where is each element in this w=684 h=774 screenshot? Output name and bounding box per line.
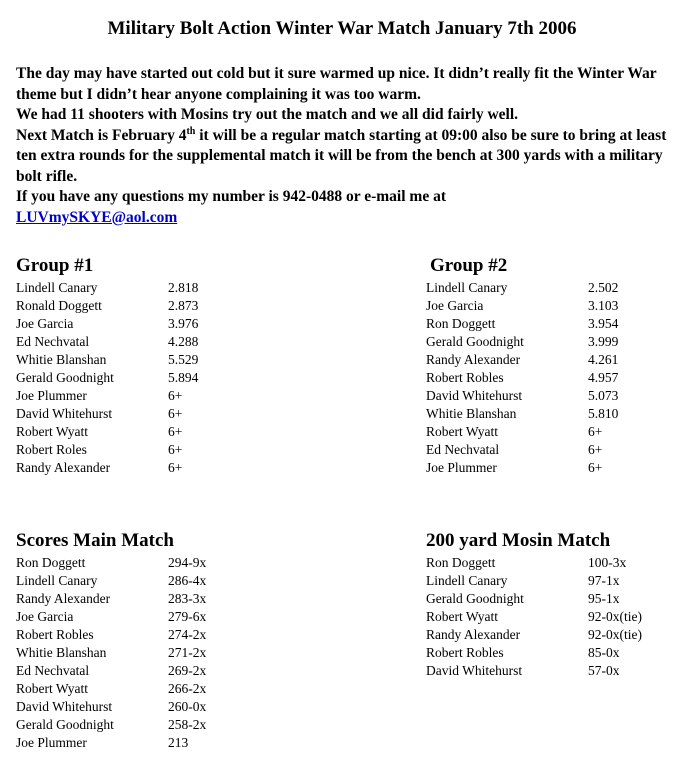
score-row (426, 441, 618, 459)
score-row (16, 734, 206, 752)
shooter-score: 97-1x (588, 573, 620, 588)
shooter-score: 3.976 (168, 316, 199, 331)
shooter-score: 4.957 (588, 370, 619, 385)
score-row (16, 387, 198, 405)
shooter-score: 266-2x (168, 681, 207, 696)
score-row (426, 279, 618, 297)
shooter-score: 274-2x (168, 627, 207, 642)
score-row (426, 315, 618, 333)
score-row (426, 333, 618, 351)
shooter-name: David Whitehurst (426, 388, 523, 403)
score-row (16, 459, 198, 477)
shooter-score: 2.818 (168, 280, 199, 295)
mosin-match-section (426, 530, 642, 680)
shooter-name: Robert Roles (16, 442, 87, 457)
score-row (16, 554, 206, 572)
shooter-score: 2.873 (168, 298, 199, 313)
shooter-name: Lindell Canary (16, 280, 98, 295)
intro-line-3 (16, 126, 680, 188)
score-row (426, 572, 642, 590)
shooter-score: 85-0x (588, 645, 620, 660)
score-row (16, 698, 206, 716)
intro-line-2: We had 11 shooters with Mosins try out the match and we all did fairly well. (16, 106, 519, 123)
shooter-score: 92-0x(tie) (588, 627, 642, 642)
score-row (426, 608, 642, 626)
shooter-score: 213 (168, 735, 189, 750)
shooter-score: 294-9x (168, 555, 207, 570)
mosin-match-list (426, 554, 642, 680)
shooter-score: 279-6x (168, 609, 207, 624)
shooter-name: Ron Doggett (16, 555, 86, 570)
shooter-name: Gerald Goodnight (426, 591, 524, 606)
shooter-name: Joe Garcia (426, 298, 484, 313)
shooter-name: Joe Garcia (16, 316, 74, 331)
score-row (16, 405, 198, 423)
shooter-score: 3.999 (588, 334, 619, 349)
group-2-title: Group #2 (430, 255, 508, 276)
shooter-name: David Whitehurst (16, 699, 113, 714)
score-row (426, 554, 642, 572)
score-row (16, 279, 198, 297)
score-row (16, 315, 198, 333)
score-row (16, 662, 206, 680)
score-row (16, 572, 206, 590)
shooter-name: Randy Alexander (16, 460, 111, 475)
group-1-section (16, 255, 198, 477)
main-match-title: Scores Main Match (16, 530, 174, 551)
score-row (16, 441, 198, 459)
score-row (16, 369, 198, 387)
score-row (16, 333, 198, 351)
shooter-name: Gerald Goodnight (16, 370, 114, 385)
shooter-name: Robert Wyatt (16, 424, 89, 439)
score-row (426, 369, 618, 387)
shooter-name: Randy Alexander (16, 591, 111, 606)
shooter-score: 5.894 (168, 370, 199, 385)
shooter-score: 258-2x (168, 717, 207, 732)
next-match-pre: Next Match is February 4 (16, 126, 187, 144)
main-match-section (16, 530, 206, 752)
shooter-name: Ronald Doggett (16, 298, 102, 313)
shooter-name: Ron Doggett (426, 555, 496, 570)
next-match-sup: th (186, 125, 196, 137)
shooter-name: Joe Plummer (16, 388, 87, 403)
shooter-score: 5.073 (588, 388, 619, 403)
shooter-score: 283-3x (168, 591, 207, 606)
score-row (16, 297, 198, 315)
score-row (16, 644, 206, 662)
shooter-name: Ron Doggett (426, 316, 496, 331)
shooter-score: 2.502 (588, 280, 619, 295)
group-1-title: Group #1 (16, 255, 94, 276)
group-1-list (16, 279, 198, 477)
intro-text (16, 64, 680, 228)
shooter-score: 286-4x (168, 573, 207, 588)
score-row (426, 387, 618, 405)
shooter-score: 5.529 (168, 352, 199, 367)
shooter-name: Whitie Blanshan (16, 352, 107, 367)
shooter-name: David Whitehurst (16, 406, 113, 421)
score-row (16, 680, 206, 698)
shooter-name: Robert Wyatt (426, 609, 499, 624)
score-row (426, 297, 618, 315)
email-line (16, 208, 680, 229)
shooter-name: David Whitehurst (426, 663, 523, 678)
shooter-score: 6+ (168, 460, 183, 475)
shooter-name: Ed Nechvatal (426, 442, 500, 457)
score-row (426, 662, 642, 680)
next-match-post: it will be a regular match starting at 09:00 also be sure to bring at least ten extra rounds for the supplemental match it will be from the bench at 300 yards with a military bolt rifle. (16, 126, 667, 185)
score-row (426, 351, 618, 369)
shooter-score: 6+ (588, 460, 603, 475)
shooter-score: 100-3x (588, 555, 627, 570)
shooter-score: 95-1x (588, 591, 620, 606)
score-row (16, 716, 206, 734)
shooter-score: 92-0x(tie) (588, 609, 642, 624)
shooter-score: 4.261 (588, 352, 619, 367)
shooter-name: Gerald Goodnight (426, 334, 524, 349)
shooter-name: Joe Plummer (426, 460, 497, 475)
group-2-list (426, 279, 618, 477)
shooter-name: Joe Garcia (16, 609, 74, 624)
shooter-name: Gerald Goodnight (16, 717, 114, 732)
shooter-name: Whitie Blanshan (16, 645, 107, 660)
score-row (16, 626, 206, 644)
shooter-score: 271-2x (168, 645, 207, 660)
score-row (16, 423, 198, 441)
shooter-score: 6+ (168, 424, 183, 439)
shooter-name: Robert Wyatt (426, 424, 499, 439)
email-link[interactable]: LUVmySKYE@aol.com (16, 208, 178, 226)
shooter-name: Lindell Canary (426, 280, 508, 295)
shooter-name: Ed Nechvatal (16, 663, 90, 678)
intro-line-4: If you have any questions my number is 942-0488 or e-mail me at (16, 188, 446, 205)
shooter-score: 260-0x (168, 699, 207, 714)
group-2-section (426, 255, 618, 477)
score-row (426, 626, 642, 644)
score-row (426, 644, 642, 662)
shooter-name: Whitie Blanshan (426, 406, 517, 421)
score-row (426, 423, 618, 441)
score-row (16, 608, 206, 626)
shooter-name: Ed Nechvatal (16, 334, 90, 349)
shooter-score: 4.288 (168, 334, 199, 349)
shooter-name: Robert Robles (16, 627, 94, 642)
score-row (426, 459, 618, 477)
shooter-score: 57-0x (588, 663, 620, 678)
shooter-name: Lindell Canary (16, 573, 98, 588)
shooter-name: Robert Robles (426, 645, 504, 660)
mosin-match-title: 200 yard Mosin Match (426, 530, 611, 551)
shooter-name: Randy Alexander (426, 627, 521, 642)
score-row (426, 590, 642, 608)
intro-line-1: The day may have started out cold but it sure warmed up nice. It didn’t really fit the Winter War theme but I didn’t hear anyone complaining it was too warm. (16, 65, 657, 103)
shooter-score: 3.103 (588, 298, 619, 313)
shooter-name: Robert Wyatt (16, 681, 89, 696)
shooter-score: 6+ (588, 424, 603, 439)
shooter-score: 6+ (168, 442, 183, 457)
score-row (16, 590, 206, 608)
shooter-score: 6+ (588, 442, 603, 457)
shooter-name: Joe Plummer (16, 735, 87, 750)
page-title: Military Bolt Action Winter War Match January 7th 2006 (107, 18, 577, 39)
shooter-name: Robert Robles (426, 370, 504, 385)
shooter-name: Lindell Canary (426, 573, 508, 588)
shooter-score: 3.954 (588, 316, 619, 331)
score-row (426, 405, 618, 423)
shooter-score: 6+ (168, 388, 183, 403)
shooter-score: 269-2x (168, 663, 207, 678)
shooter-name: Randy Alexander (426, 352, 521, 367)
shooter-score: 5.810 (588, 406, 619, 421)
score-row (16, 351, 198, 369)
main-match-list (16, 554, 206, 752)
shooter-score: 6+ (168, 406, 183, 421)
